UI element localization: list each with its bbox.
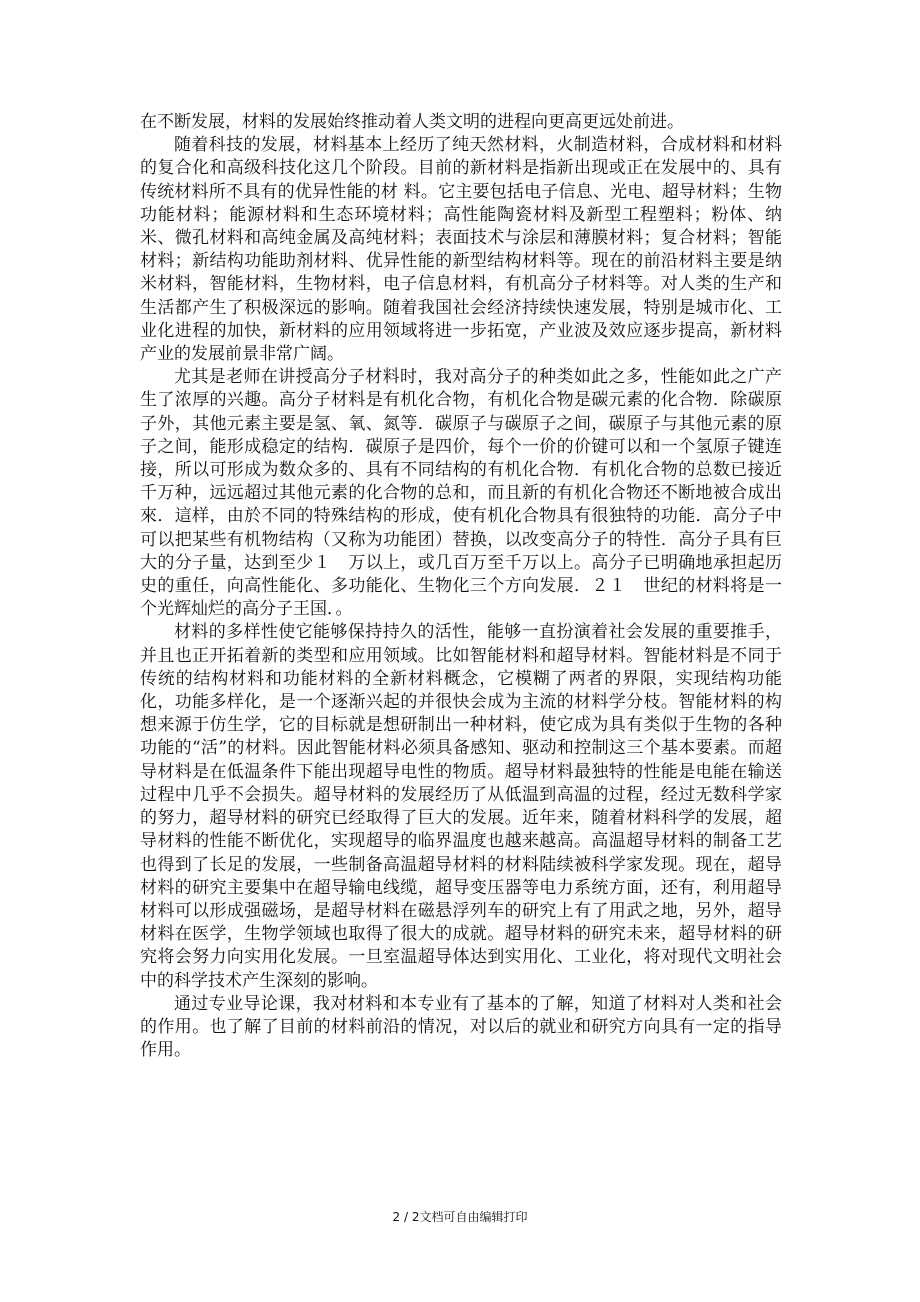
page-footer: 2 / 2文档可自由编辑打印 xyxy=(392,1210,528,1224)
document-body xyxy=(140,111,782,1062)
paragraph-conclusion: 通过专业导论课，我对材料和本专业有了基本的了解，知道了材料对人类和社会的作用。也了解了目前的材料前沿的情况，对以后的就业和研究方向具有一定的指导作用。 xyxy=(140,993,782,1061)
paragraph-new-materials: 随着科技的发展，材料基本上经历了纯天然材料，火制造材料，合成材料和材料的复合化和高级科技化这几个阶段。目前的新材料是指新出现或正在发展中的、具有传统材料所不具有的优异性能的材 料。它主要包括电子信息、光电、超导材料；生物功能材料；能源材料和生态环境材料；高性能陶瓷材料及新型工程塑料；粉体、纳米、微孔材料和高纯金属及高纯材料；表面技术与涂层和薄膜材料；复合材料；智能材料；新结构功能助剂材料、优异性能的新型结构材料等。现在的前沿材料主要是纳米材料，智能材料，生物材料，电子信息材料，有机高分子材料等。对人类的生产和生活都产生了积极深远的影响。随着我国社会经济持续快速发展，特别是城市化、工业化进程的加快，新材料的应用领域将进一步拓宽，产业波及效应逐步提高，新材料产业的发展前景非常广阔。 xyxy=(140,135,782,365)
paragraph-smart-superconducting: 材料的多样性使它能够保持持久的活性，能够一直扮演着社会发展的重要推手，并且也正开拓着新的类型和应用领域。比如智能材料和超导材料。智能材料是不同于传统的结构材料和功能材料的全新材料概念，它模糊了两者的界限，实现结构功能化，功能多样化，是一个逐渐兴起的并很快会成为主流的材料学分枝。智能材料的构想来源于仿生学，它的目标就是想研制出一种材料，使它成为具有类似于生物的各种功能的“活”的材料。因此智能材料必须具备感知、驱动和控制这三个基本要素。而超导材料是在低温条件下能出现超导电性的物质。超导材料最独特的性能是电能在输送过程中几乎不会损失。超导材料的发展经历了从低温到高温的过程，经过无数科学家的努力，超导材料的研究已经取得了巨大的发展。近年来，随着材料科学的发展，超导材料的性能不断优化，实现超导的临界温度也越来越高。高温超导材料的制备工艺也得到了长足的发展，一些制备高温超导材料的材料陆续被科学家发现。现在，超导材料的研究主要集中在超导输电线缆，超导变压器等电力系统方面，还有，利用超导材料可以形成强磁场，是超导材料在磁悬浮列车的研究上有了用武之地，另外，超导材料在医学，生物学领域也取得了很大的成就。超导材料的研究未来，超导材料的研究将会努力向实用化发展。一旦室温超导体达到实用化、工业化，将对现代文明社会中的科学技术产生深刻的影响。 xyxy=(140,622,782,991)
paragraph-continuation: 在不断发展，材料的发展始终推动着人类文明的进程向更高更远处前进。 xyxy=(140,112,684,132)
paragraph-polymer-materials: 尤其是老师在讲授高分子材料时，我对高分子的种类如此之多，性能如此之广产生了浓厚的兴趣。高分子材料是有机化合物，有机化合物是碳元素的化合物．除碳原子外，其他元素主要是氢、氧、氮等．碳原子与碳原子之间，碳原子与其他元素的原子之间，能形成稳定的结构．碳原子是四价，每个一价的价键可以和一个氢原子键连接，所以可形成为数众多的、具有不同结构的有机化合物．有机化合物的总数已接近千万种，远远超过其他元素的化合物的总和，而且新的有机化合物还不断地被合成出來．這样，由於不同的特殊结构的形成，使有机化合物具有很独特的功能．高分子中可以把某些有机物结构（又称为功能团）替换，以改变高分子的特性．高分子具有巨大的分子量，达到至少１ 万以上，或几百万至千万以上。高分子已明确地承担起历史的重任，向高性能化、多功能化、生物化三个方向发展．２１ 世纪的材料将是一个光辉灿烂的高分子王国．。 xyxy=(140,367,782,620)
